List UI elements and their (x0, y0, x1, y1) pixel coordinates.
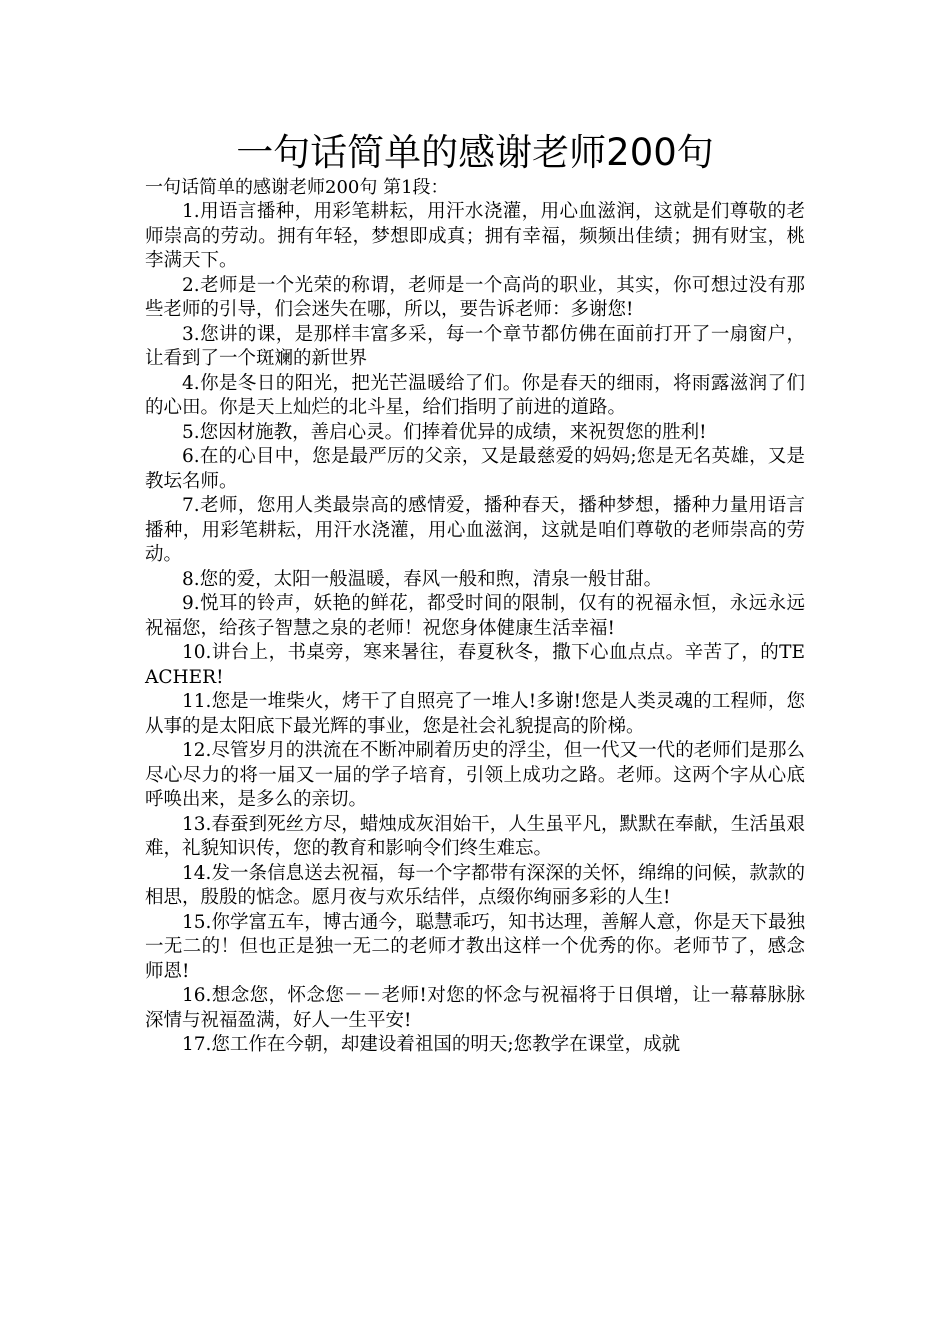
section-heading: 一句话简单的感谢老师200句 第1段： (145, 177, 449, 198)
paragraph-11: 11.您是一堆柴火，烤干了自照亮了一堆人!多谢!您是人类灵魂的工程师，您从事的是太阳底下最光辉的事业，您是社会礼貌提高的阶梯。 (145, 691, 805, 737)
paragraph-1: 1.用语言播种，用彩笔耕耘，用汗水浇灌，用心血滋润，这就是们尊敬的老师崇高的劳动。拥有年轻，梦想即成真；拥有幸福，频频出佳绩；拥有财宝，桃李满天下。 (145, 201, 805, 271)
paragraph-4: 4.你是冬日的阳光，把光芒温暖给了们。你是春天的细雨，将雨露滋润了们的心田。你是天上灿烂的北斗星，给们指明了前进的道路。 (145, 372, 805, 418)
paragraph-17: 17.您工作在今朝，却建设着祖国的明天;您教学在课堂，成就 (182, 1034, 681, 1055)
paragraph-5: 5.您因材施教，善启心灵。们捧着优异的成绩，来祝贺您的胜利! (182, 421, 707, 443)
paragraph-13: 13.春蚕到死丝方尽，蜡烛成灰泪始干，人生虽平凡，默默在奉献，生活虽艰难，礼貌知识传，您的教育和影响令们终生难忘。 (145, 813, 805, 859)
paragraph-7: 7.老师，您用人类最崇高的感情爱，播种春天，播种梦想，播种力量用语言播种，用彩笔耕耘，用汗水浇灌，用心血滋润，这就是咱们尊敬的老师崇高的劳动。 (145, 495, 805, 565)
paragraph-3: 3.您讲的课，是那样丰富多采，每一个章节都仿佛在面前打开了一扇窗户，让看到了一个斑斓的新世界 (145, 323, 805, 369)
paragraph-2: 2.老师是一个光荣的称谓，老师是一个高尚的职业，其实，你可想过没有那些老师的引导，们会迷失在哪，所以，要告诉老师：多谢您! (145, 274, 805, 320)
paragraph-16: 16.想念您，怀念您－－老师!对您的怀念与祝福将于日俱增，让一幕幕脉脉深情与祝福盈满，好人一生平安! (145, 985, 805, 1031)
document-page (145, 130, 805, 1058)
paragraph-8: 8.您的爱，太阳一般温暖，春风一般和煦，清泉一般甘甜。 (182, 568, 663, 590)
paragraph-12: 12.尽管岁月的洪流在不断冲刷着历史的浮尘，但一代又一代的老师们是那么尽心尽力的将一届又一届的学子培育，引领上成功之路。老师。这两个字从心底呼唤出来，是多么的亲切。 (145, 740, 805, 810)
paragraph-6: 6.在的心目中，您是最严厉的父亲，又是最慈爱的妈妈;您是无名英雄，又是教坛名师。 (145, 446, 805, 492)
document-title: 一句话简单的感谢老师200句 (236, 131, 714, 174)
paragraph-14: 14.发一条信息送去祝福，每一个字都带有深深的关怀，绵绵的问候，款款的相思，殷殷的惦念。愿月夜与欢乐结伴，点缀你绚丽多彩的人生! (145, 862, 805, 908)
paragraph-15: 15.你学富五车，博古通今，聪慧乖巧，知书达理，善解人意，你是天下最独一无二的！但也正是独一无二的老师才教出这样一个优秀的你。老师节了，感念师恩! (145, 911, 805, 982)
paragraph-9: 9.悦耳的铃声，妖艳的鲜花，都受时间的限制，仅有的祝福永恒，永远永远祝福您，给孩子智慧之泉的老师！祝您身体健康生活幸福! (145, 593, 805, 639)
paragraph-10: 10.讲台上，书桌旁，寒来暑往，春夏秋冬，撒下心血点点。辛苦了，的TEACHER! (145, 642, 805, 688)
paragraph-list (145, 200, 805, 1058)
